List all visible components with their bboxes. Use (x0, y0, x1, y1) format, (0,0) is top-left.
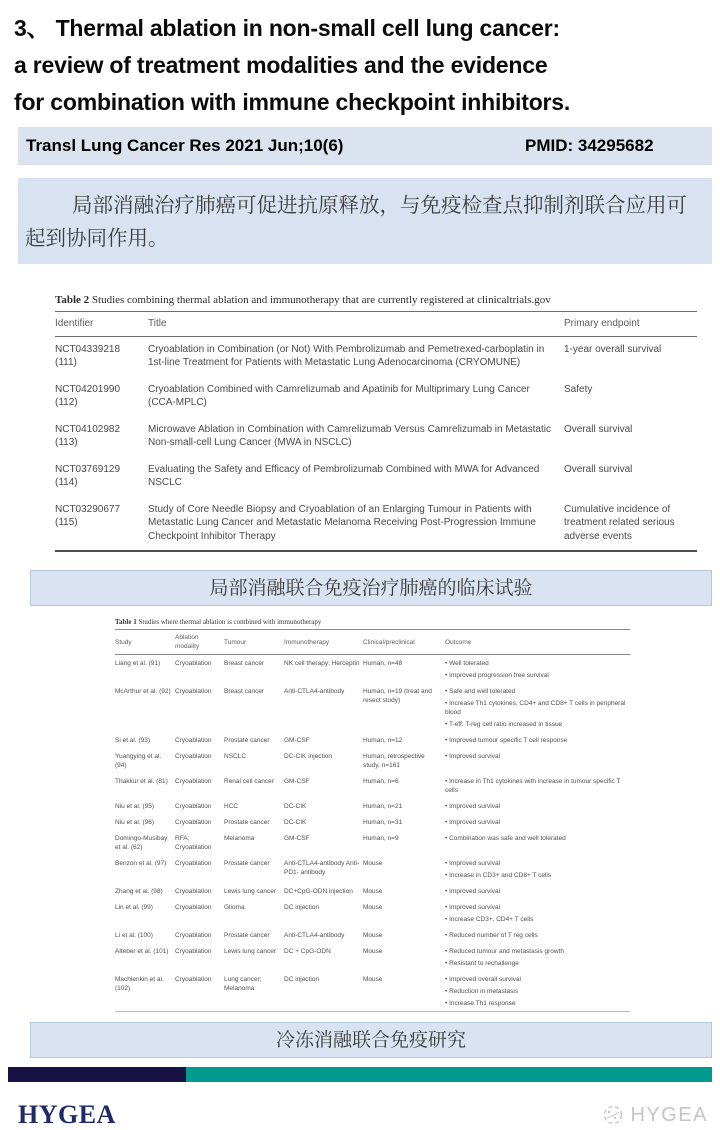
table1-cell-outcome (445, 883, 630, 899)
table1-caption-text: Studies where thermal ablation is combined with immunotherapy (138, 618, 322, 626)
table1-cell-clinical: Mouse (363, 931, 383, 939)
table1-cell-clinical: Human, n=12 (363, 736, 403, 744)
decorative-bar-teal (186, 1067, 712, 1082)
banner-clinical-trials: 局部消融联合免疫治疗肺癌的临床试验 (30, 570, 712, 606)
table1-cell-clinical: Human, n=19 (treat and resect study) (363, 687, 432, 704)
table1-row (115, 927, 630, 943)
table2-cell-identifier: NCT03290677 (115) (55, 503, 121, 528)
table1-cell-clinical: Mouse (363, 903, 383, 911)
outcome-bullet: • Increase CD3+, CD4+ T cells (445, 915, 627, 924)
table2-cell-endpoint: Overall survival (564, 423, 633, 435)
table1-cell-modality: Cryoablation (175, 931, 212, 939)
table1-cell-tumour: Breast cancer (224, 659, 265, 667)
table1-row (115, 683, 630, 732)
table1-cell-clinical: Human, n=31 (363, 818, 403, 826)
table1-cell-immunotherapy: Anti-CTLA4-antibody Anti-PD1- antibody (284, 859, 360, 876)
table2-cell-title: Cryoablation Combined with Camrelizumab and Apatinib for Multiprimary Lung Cancer (CCA-MPLC) (148, 383, 530, 408)
table1-cell-immunotherapy: Anti-CTLA4-antibody (284, 931, 345, 939)
table2-cell-title: Cryoablation in Combination (or Not) With Pembrolizumab and Pemetrexed-carboplatin in 1st-line Treatment for Patients with Metastatic Lung Adenocarcinoma (CRYOMUNE) (148, 343, 545, 368)
table1-cell-study: Alteber et al. (101) (115, 947, 169, 955)
banner-cryo-immune: 冷冻消融联合免疫研究 (30, 1022, 712, 1058)
journal-reference: Transl Lung Cancer Res 2021 Jun;10(6) (26, 136, 344, 155)
hygea-logo: HYGEA (18, 1100, 116, 1129)
table1-col-immunotherapy: Immunotherapy (284, 630, 363, 655)
table1-col-outcome: Outcome (445, 630, 630, 655)
table1-cell-tumour: NSCLC (224, 752, 247, 760)
outcome-bullet: • Increase Th1 cytokines, CD4+ and CD8+ T cells in peripheral blood (445, 699, 627, 717)
table1-row (115, 943, 630, 971)
table1-cell-clinical: Human, n=21 (363, 802, 403, 810)
table1-cell-outcome (445, 943, 630, 971)
table1-cell-study: Machlenkin et al. (102) (115, 975, 164, 992)
table2-cell-endpoint: Safety (564, 383, 593, 395)
table1-cell-study: Liang et al. (91) (115, 659, 161, 667)
outcome-bullet: • Increase Th1 response (445, 999, 627, 1008)
table2-cell-endpoint: Cumulative incidence of treatment related serious adverse events (564, 503, 675, 542)
table2-row (55, 457, 697, 497)
outcome-bullet: • Improved survival (445, 903, 627, 912)
table1-cell-clinical: Human, n=48 (363, 659, 403, 667)
outcome-bullet: • Reduction in metastasis (445, 987, 627, 996)
table2-body (55, 336, 697, 551)
table1-cell-modality: Cryoablation (175, 947, 212, 955)
table1-cell-tumour: Prostate cancer (224, 736, 270, 744)
outcome-bullet: • T-eff: T-reg cell ratio increased in tissue (445, 720, 627, 729)
table1-col-modality: Ablation modality (175, 630, 224, 655)
table1-cell-modality: Cryoablation (175, 975, 212, 983)
table1-cell-study: McArthur et al. (92) (115, 687, 171, 695)
summary-panel: 局部消融治疗肺癌可促进抗原释放，与免疫检查点抑制剂联合应用可起到协同作用。 (18, 178, 712, 264)
table2 (55, 311, 697, 552)
table1-header-row (115, 630, 630, 655)
outcome-bullet: • Resistant to rechallenge (445, 959, 627, 968)
outcome-bullet: • Reduced tumour and metastasis growth (445, 947, 627, 956)
table1-row (115, 830, 630, 855)
table2-row (55, 417, 697, 457)
outcome-bullet: • Improved survival (445, 818, 627, 827)
pmid-label: PMID: 34295682 (525, 136, 654, 155)
table1-cell-modality: Cryoablation (175, 752, 212, 760)
table1-cell-study: Lin et al. (99) (115, 903, 153, 911)
table1-cell-modality: Cryoablation (175, 802, 212, 810)
table2-row (55, 497, 697, 552)
table1-caption (115, 618, 612, 626)
table1-cell-clinical: Mouse (363, 859, 383, 867)
table2-col-title: Title (148, 312, 564, 337)
footer (0, 1100, 720, 1130)
table1-cell-outcome (445, 748, 630, 773)
outcome-bullet: • Improved survival (445, 887, 627, 896)
table1-cell-study: Zhang et al. (98) (115, 887, 163, 895)
table1-cell-immunotherapy: DC-CIK (284, 818, 307, 826)
table2-caption (55, 294, 673, 306)
table1-cell-tumour: Prostate cancer (224, 931, 270, 939)
table1-cell-tumour: Breast cancer (224, 687, 265, 695)
table1-row (115, 655, 630, 684)
table1-cell-study: Li et al. (100) (115, 931, 153, 939)
table1-col-tumour: Tumour (224, 630, 284, 655)
outcome-bullet: • Combination was safe and well tolerated (445, 834, 627, 843)
table2-cell-title: Study of Core Needle Biopsy and Cryoablation of an Enlarging Tumour in Patients with Metastatic Lung Cancer and Metastatic Melanoma Receiving Post-Progression Immune Checkpoint Inhibitor Therapy (148, 503, 536, 542)
table1-row (115, 748, 630, 773)
table1-cell-tumour: Glioma (224, 903, 245, 911)
table1-cell-modality: Cryoablation (175, 887, 212, 895)
table2-cell-endpoint: 1-year overall survival (564, 343, 662, 355)
table2-cell-endpoint: Overall survival (564, 463, 633, 475)
reference-bar (18, 127, 712, 165)
table1-row (115, 798, 630, 814)
table2-figure (55, 294, 673, 552)
table1-cell-study: Benzon et al. (97) (115, 859, 167, 867)
table1-cell-clinical: Mouse (363, 975, 383, 983)
table2-cell-identifier: NCT04339218 (111) (55, 343, 121, 368)
table1-cell-study: Yuangying et al. (94) (115, 752, 162, 769)
table1-cell-modality: Cryoablation (175, 736, 212, 744)
table1-cell-clinical: Human, retrospective study, n=161 (363, 752, 425, 769)
table1-cell-modality: Cryoablation (175, 777, 212, 785)
table2-cell-title: Microwave Ablation in Combination with Camrelizumab Versus Camrelizumab in Metastatic Non-small-cell Lung Cancer (MWA in NSCLC) (148, 423, 551, 448)
title-line-3: for combination with immune checkpoint inhibitors. (14, 89, 571, 115)
outcome-bullet: • Well tolerated (445, 659, 627, 668)
outcome-bullet: • Safe and well tolerated (445, 687, 627, 696)
table1-cell-immunotherapy: DC-CIK injection (284, 752, 333, 760)
table2-cell-identifier: NCT04201990 (112) (55, 383, 121, 408)
table1-cell-outcome (445, 655, 630, 684)
table1-cell-modality: Cryoablation (175, 687, 212, 695)
table1-cell-study: Thakkur et al. (81) (115, 777, 168, 785)
table2-header-row (55, 312, 697, 337)
table1-row (115, 814, 630, 830)
outcome-bullet: • Reduced number of T reg cells (445, 931, 627, 940)
table1-cell-immunotherapy: DC-CIK (284, 802, 307, 810)
decorative-bar (8, 1067, 712, 1082)
table1-row (115, 855, 630, 883)
hygea-watermark (602, 1104, 708, 1127)
outcome-bullet: • Increase in CD3+ and CD8+ T cells (445, 871, 627, 880)
hygea-watermark-text: HYGEA (630, 1103, 708, 1126)
table1-figure (115, 618, 626, 1012)
outcome-bullet: • Improved survival (445, 859, 627, 868)
table1-cell-tumour: Melanoma (224, 834, 255, 842)
table1-cell-immunotherapy: DC+CpG-ODN injection (284, 887, 353, 895)
globe-sketch-icon (602, 1104, 624, 1126)
table1-cell-modality: RFA; Cryoablation (175, 834, 212, 851)
table2-col-endpoint: Primary endpoint (564, 312, 697, 337)
table1-row (115, 883, 630, 899)
table1-cell-outcome (445, 798, 630, 814)
table2-caption-label: Table 2 (55, 294, 90, 306)
table1-row (115, 971, 630, 1012)
table1-cell-immunotherapy: GM-CSF (284, 834, 310, 842)
table2-col-identifier: Identifier (55, 312, 148, 337)
table1-cell-tumour: HCC (224, 802, 239, 810)
table1-cell-tumour: Lung cancer; Melanoma (224, 975, 262, 992)
decorative-bar-navy (8, 1067, 186, 1082)
title-line-2: a review of treatment modalities and the evidence (14, 52, 548, 78)
table1-cell-outcome (445, 927, 630, 943)
table1-cell-outcome (445, 971, 630, 1012)
table1-cell-clinical: Mouse (363, 947, 383, 955)
table1-cell-immunotherapy: GM-CSF (284, 736, 310, 744)
table1-cell-outcome (445, 683, 630, 732)
table2-row (55, 377, 697, 417)
table1-col-study: Study (115, 630, 175, 655)
table1-cell-modality: Cryoablation (175, 818, 212, 826)
table1-cell-modality: Cryoablation (175, 903, 212, 911)
table1-row (115, 773, 630, 798)
table1-cell-immunotherapy: DC + CpG-ODN (284, 947, 331, 955)
table1-cell-tumour: Renal cell cancer (224, 777, 274, 785)
outcome-bullet: • Increase in Th1 cytokines with increase in tumour specific T cells (445, 777, 627, 795)
table1-cell-study: Domingo-Musibay et al. (62) (115, 834, 168, 851)
title-line-1: 3、 Thermal ablation in non-small cell lung cancer: (14, 15, 560, 41)
table1-row (115, 732, 630, 748)
table1-body (115, 655, 630, 1012)
table1-cell-tumour: Lewis lung cancer (224, 887, 277, 895)
table1-row (115, 899, 630, 927)
table1-caption-label: Table 1 (115, 618, 137, 626)
outcome-bullet: • Improved overall survival (445, 975, 627, 984)
table1-cell-outcome (445, 855, 630, 883)
slide-title (0, 0, 720, 121)
table1-cell-tumour: Lewis lung cancer (224, 947, 277, 955)
table2-cell-title: Evaluating the Safety and Efficacy of Pembrolizumab Combined with MWA for Advanced NSCLC (148, 463, 540, 488)
table1 (115, 629, 630, 1012)
table1-cell-study: Si et al. (93) (115, 736, 151, 744)
table1-cell-outcome (445, 773, 630, 798)
table1-cell-tumour: Prostate cancer (224, 859, 270, 867)
table1-cell-modality: Cryoablation (175, 659, 212, 667)
table1-cell-study: Niu et al. (96) (115, 818, 155, 826)
table1-col-clinical: Clinical/preclinical (363, 630, 445, 655)
outcome-bullet: • Improved progression free survival (445, 671, 627, 680)
table1-cell-outcome (445, 899, 630, 927)
table1-cell-immunotherapy: GM-CSF (284, 777, 310, 785)
table1-cell-clinical: Human, n=6 (363, 777, 399, 785)
table1-cell-modality: Cryoablation (175, 859, 212, 867)
table2-cell-identifier: NCT03769129 (114) (55, 463, 121, 488)
table1-cell-outcome (445, 732, 630, 748)
table1-cell-immunotherapy: Anti-CTLA4-antibody (284, 687, 345, 695)
table2-row (55, 336, 697, 377)
table1-cell-clinical: Human, n=9 (363, 834, 399, 842)
table1-cell-outcome (445, 830, 630, 855)
table2-caption-text: Studies combining thermal ablation and immunotherapy that are currently registered at clinicaltrials.gov (91, 294, 551, 306)
table1-cell-tumour: Prostate cancer (224, 818, 270, 826)
table1-cell-immunotherapy: DC injection (284, 975, 320, 983)
table1-cell-study: Niu et al. (95) (115, 802, 155, 810)
table2-cell-identifier: NCT04102982 (113) (55, 423, 121, 448)
outcome-bullet: • Improved survival (445, 752, 627, 761)
table1-cell-immunotherapy: DC injection (284, 903, 320, 911)
table1-cell-immunotherapy: NK cell therapy; Herceptin (284, 659, 360, 667)
outcome-bullet: • Improved survival (445, 802, 627, 811)
table1-cell-clinical: Mouse (363, 887, 383, 895)
outcome-bullet: • Improved tumour specific T cell response (445, 736, 627, 745)
table1-cell-outcome (445, 814, 630, 830)
